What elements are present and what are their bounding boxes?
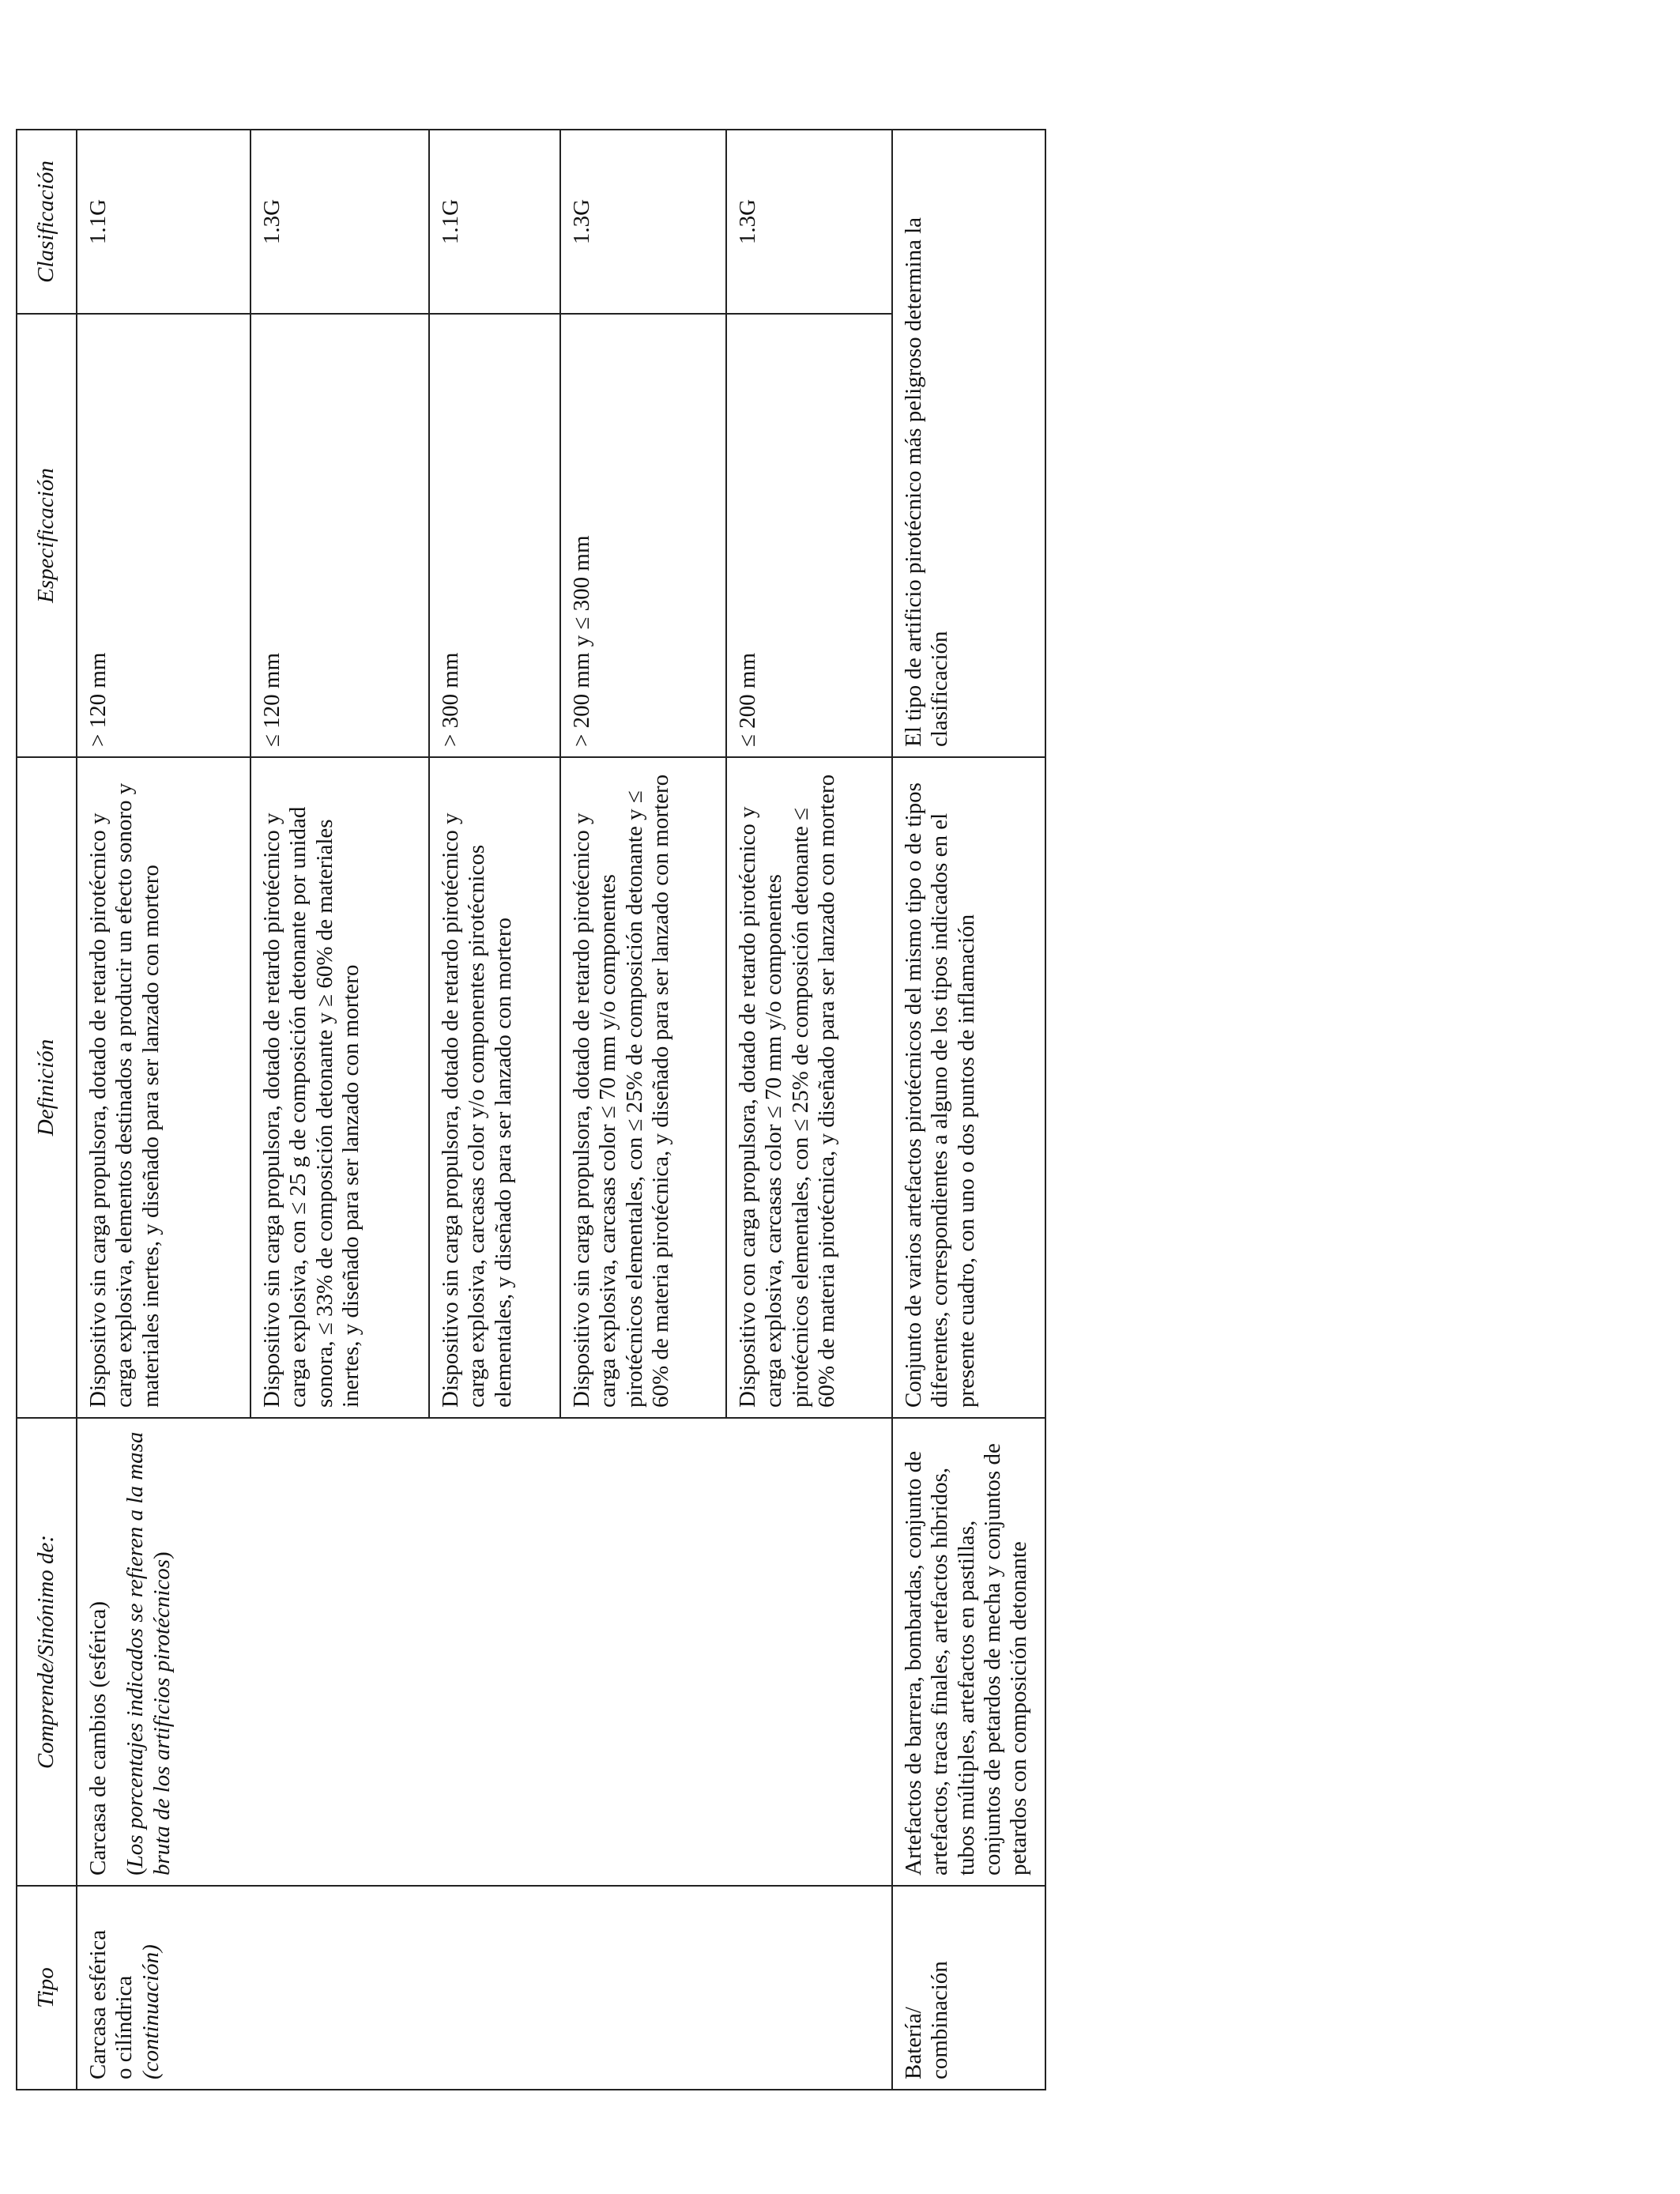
table-row bbox=[77, 130, 250, 2090]
tipo-cell-bateria bbox=[892, 1886, 1045, 2090]
comprende-cell-bateria: Artefactos de barrera, bombardas, conjunto de artefactos, tracas finales, artefactos híbridos, tubos múltiples, artefactos en pastillas, conjuntos de petardos de mecha y conjuntos de petardos con composición detonante bbox=[892, 1418, 1045, 1886]
definicion-cell: Dispositivo sin carga propulsora, dotado de retardo pirotécnico y carga explosiva, carcasas color ≤ 70 mm y/o componentes pirotécnicos elementales, con ≤ 25% de composición detonante y ≤ 60% de materia pirotécnica, y diseñado para ser lanzado con mortero bbox=[560, 757, 726, 1418]
clasificacion-cell: 1.3G bbox=[560, 130, 726, 314]
tipo-cell-carcasa bbox=[77, 1886, 892, 2090]
especificacion-clasificacion-cell: El tipo de artificio pirotécnico más peligroso determina la clasificación bbox=[892, 130, 1045, 757]
header-especificacion: Especificación bbox=[17, 314, 77, 757]
header-tipo: Tipo bbox=[17, 1886, 77, 2090]
tipo-continuation: (continuación) bbox=[137, 1944, 164, 2079]
definicion-cell-bateria: Conjunto de varios artefactos pirotécnicos del mismo tipo o de tipos diferentes, correspondientes a alguno de los tipos indicados en el presente cuadro, con uno o dos puntos de inflamación bbox=[892, 757, 1045, 1418]
especificacion-cell: > 200 mm y ≤ 300 mm bbox=[560, 314, 726, 757]
clasificacion-cell: 1.3G bbox=[726, 130, 892, 314]
tipo-line: combinación bbox=[927, 1961, 953, 2079]
comprende-main: Carcasa de cambios (esférica) bbox=[85, 1601, 111, 1875]
especificacion-cell: ≤ 200 mm bbox=[726, 314, 892, 757]
clasificacion-cell: 1.1G bbox=[77, 130, 250, 314]
header-clasificacion: Clasificación bbox=[17, 130, 77, 314]
definicion-cell: Dispositivo sin carga propulsora, dotado de retardo pirotécnico y carga explosiva, elementos destinados a producir un efecto sonoro y materiales inertes, y diseñado para ser lanzado con mortero bbox=[77, 757, 250, 1418]
comprende-note bbox=[122, 1428, 175, 1875]
header-row bbox=[17, 130, 77, 2090]
note-paren: ) bbox=[149, 1551, 175, 1559]
tipo-line: Carcasa esférica bbox=[85, 1929, 111, 2079]
comprende-cell-carcasa bbox=[77, 1418, 892, 1886]
rotated-table-page bbox=[16, 130, 1043, 2090]
table-row bbox=[892, 130, 1045, 2090]
note-text: Los porcentajes indicados se refieren a la masa bruta de los artificios pirotécnicos bbox=[122, 1431, 175, 1875]
especificacion-cell: > 120 mm bbox=[77, 314, 250, 757]
especificacion-cell: ≤ 120 mm bbox=[250, 314, 429, 757]
tipo-line: Batería/ bbox=[901, 2007, 926, 2079]
header-comprende: Comprende/Sinónimo de: bbox=[17, 1418, 77, 1886]
definicion-cell: Dispositivo con carga propulsora, dotado de retardo pirotécnico y carga explosiva, carcasas color ≤ 70 mm y/o componentes pirotécnicos elementales, con ≤ 25% de composición detonante ≤ 60% de materia pirotécnica, y diseñado para ser lanzado con mortero bbox=[726, 757, 892, 1418]
especificacion-cell: > 300 mm bbox=[429, 314, 560, 757]
clasificacion-cell: 1.3G bbox=[250, 130, 429, 314]
note-paren: ( bbox=[122, 1868, 149, 1875]
clasificacion-cell: 1.1G bbox=[429, 130, 560, 314]
definicion-cell: Dispositivo sin carga propulsora, dotado de retardo pirotécnico y carga explosiva, carcasas color y/o componentes pirotécnicos elementales, y diseñado para ser lanzado con mortero bbox=[429, 757, 560, 1418]
definicion-cell: Dispositivo sin carga propulsora, dotado de retardo pirotécnico y carga explosiva, con ≤ 25 g de composición detonante por unidad sonora, ≤ 33% de composición detonante y ≥ 60% de materiales inertes, y diseñado para ser lanzado con mortero bbox=[250, 757, 429, 1418]
tipo-line: o cilíndrica bbox=[111, 1975, 137, 2079]
header-definicion: Definición bbox=[17, 757, 77, 1418]
classification-table bbox=[16, 129, 1046, 2090]
